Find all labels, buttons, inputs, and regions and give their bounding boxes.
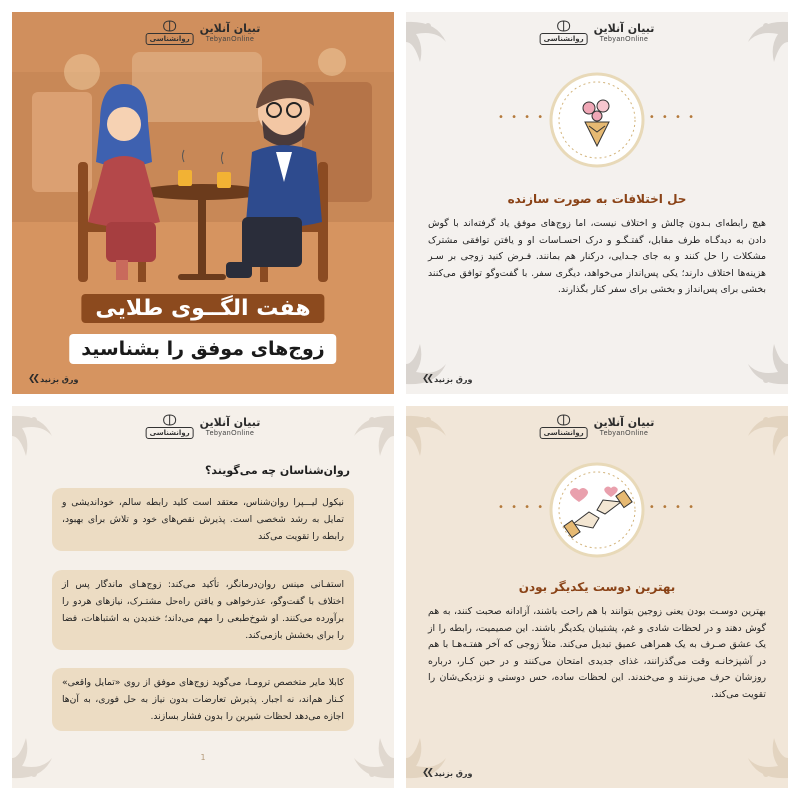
logo [540,414,655,439]
swipe-hint[interactable] [28,374,78,384]
card-conflict [406,12,788,394]
brain-icon [557,414,571,426]
corner-ornament-icon [728,334,788,394]
corner-ornament-icon [728,406,788,466]
quote-box: کابلا مایر متخصص ترومـا، می‌گوید زوج‌های موفق از روی «تمایل واقعی» کـنار هم‌اند، نه اجبار. پذیرش تعارضات بدون نیاز به حل فوری، به آن‌ها اجازه می‌دهد لحظات شیرین را بدون فشار بسازند. [52,668,354,731]
brain-icon [163,20,177,32]
corner-ornament-icon [334,728,394,788]
card-psychologists [12,406,394,788]
page-number: 1 [200,753,206,762]
double-chevron-left-icon: ❮❮ [422,768,432,778]
card-body: بهترین دوسـت بودن یعنی زوجین بتوانند با هم راحت باشند، آزادانه صحبت کنند، به هم گوش دهند و در لحظات شادی و غم، پشتیبان یکدیگر باشند. این صمیمیت، رابطه را از یک عشق صـرف به یک همراهی عمیق تبدیل می‌کند. مثلاً زوجی که آخر هفتـه‌هـا با هم در آشپزخانـه وقت می‌گذرانند، غذای جدیدی امتحان می‌کنند و در حین کـار، درباره روزشان حرف می‌زنند و می‌خندند. این لحظات ساده، حس دوستی و نزدیکی‌شان را تقویت می‌کند. [428,606,766,700]
holding-hands-emblem-icon [549,462,645,558]
corner-ornament-icon [728,728,788,788]
corner-ornament-icon [406,12,466,72]
dots-left: • • • • [498,502,546,513]
logo [146,20,261,45]
logo-badge: روانشناسی [146,427,194,439]
swipe-label: ورق بزنید [434,374,473,384]
card-heading: بهترین دوست یکدیگر بودن [518,580,676,594]
logo-name: تبیان آنلاین [593,415,655,429]
swipe-label: ورق بزنید [434,768,473,778]
double-chevron-left-icon: ❮❮ [28,374,38,384]
corner-ornament-icon [12,728,72,788]
corner-ornament-icon [12,406,72,466]
corner-ornament-icon [406,334,466,394]
logo [146,414,261,439]
logo-name: تبیان آنلاین [199,21,261,35]
double-chevron-left-icon: ❮❮ [422,374,432,384]
brain-icon [557,20,571,32]
logo-mark [146,414,194,439]
logo-latin: TebyanOnline [205,429,255,437]
quote-box: نیکول لیـــپرا روان‌شناس، معتقد است کلید رابطه سالم، خوداندیشی و تمایل به رشد شخصی است. پذیرش نقص‌های خود و تلاش برای بهبود، رابطه را تقویت می‌کند [52,488,354,551]
cover-panel [12,12,394,394]
brain-icon [163,414,177,426]
logo-mark [146,20,194,45]
dots-right: • • • • [648,502,696,513]
logo-name: تبیان آنلاین [593,21,655,35]
swipe-hint[interactable] [422,768,472,778]
logo-latin: TebyanOnline [205,35,255,43]
corner-ornament-icon [334,406,394,466]
logo-badge: روانشناسی [540,33,588,45]
corner-ornament-icon [406,728,466,788]
logo-latin: TebyanOnline [599,429,649,437]
dots-left: • • • • [498,112,546,123]
bouquet-emblem-icon [549,72,645,168]
corner-ornament-icon [406,406,466,466]
card-best-friends [406,406,788,788]
cover-subtitle: زوج‌های موفق را بشناسید [69,334,336,364]
logo-mark [540,20,588,45]
logo-latin: TebyanOnline [599,35,649,43]
logo-badge: روانشناسی [540,427,588,439]
cover-title: هفت الگــوی طلایی [81,294,324,323]
swipe-label: ورق بزنید [40,374,79,384]
card-body: هیچ رابطه‌ای بـدون چالش و اختلاف نیست، اما زوج‌های موفق یاد گرفته‌اند با گوش دادن به دیدگـاه طرف مقابل، گفتـگـو و درک احسـاسات او و یافتن توافقی مشترک مشکلات را حل کنند و به جای جـدایی، درکنار هم بمانند. فـرض کنید زوجی بر سـر هزینه‌ها اختلاف دارند؛ یکی پس‌انداز می‌خواهد، دیگری سفر. با گفت‌وگو توافق می‌کنند بخشی برای پس‌انداز و بخشی برای سفر کنار بگذارند. [428,218,766,296]
quote-box: استفـانی مینس روان‌درمانگر، تأکید می‌کند: زوج‌هـای ماندگار پس از اختلاف با گفت‌وگو، عذرخواهی و یافتن راه‌حل مشتـرک، نیازهای هردو را برآورده می‌کنند. او شوخ‌طبعی را مهم می‌داند؛ خندیدن به اشتباهات، فضا را برای بخشش بازمی‌کند. [52,570,354,650]
card-heading: روان‌شناسان چه می‌گویند؟ [205,464,350,477]
logo [540,20,655,45]
logo-mark [540,414,588,439]
dots-right: • • • • [648,112,696,123]
logo-badge: روانشناسی [146,33,194,45]
swipe-hint[interactable] [422,374,472,384]
logo-name: تبیان آنلاین [199,415,261,429]
card-heading: حل اختلافات به صورت سازنده [507,192,687,206]
corner-ornament-icon [728,12,788,72]
